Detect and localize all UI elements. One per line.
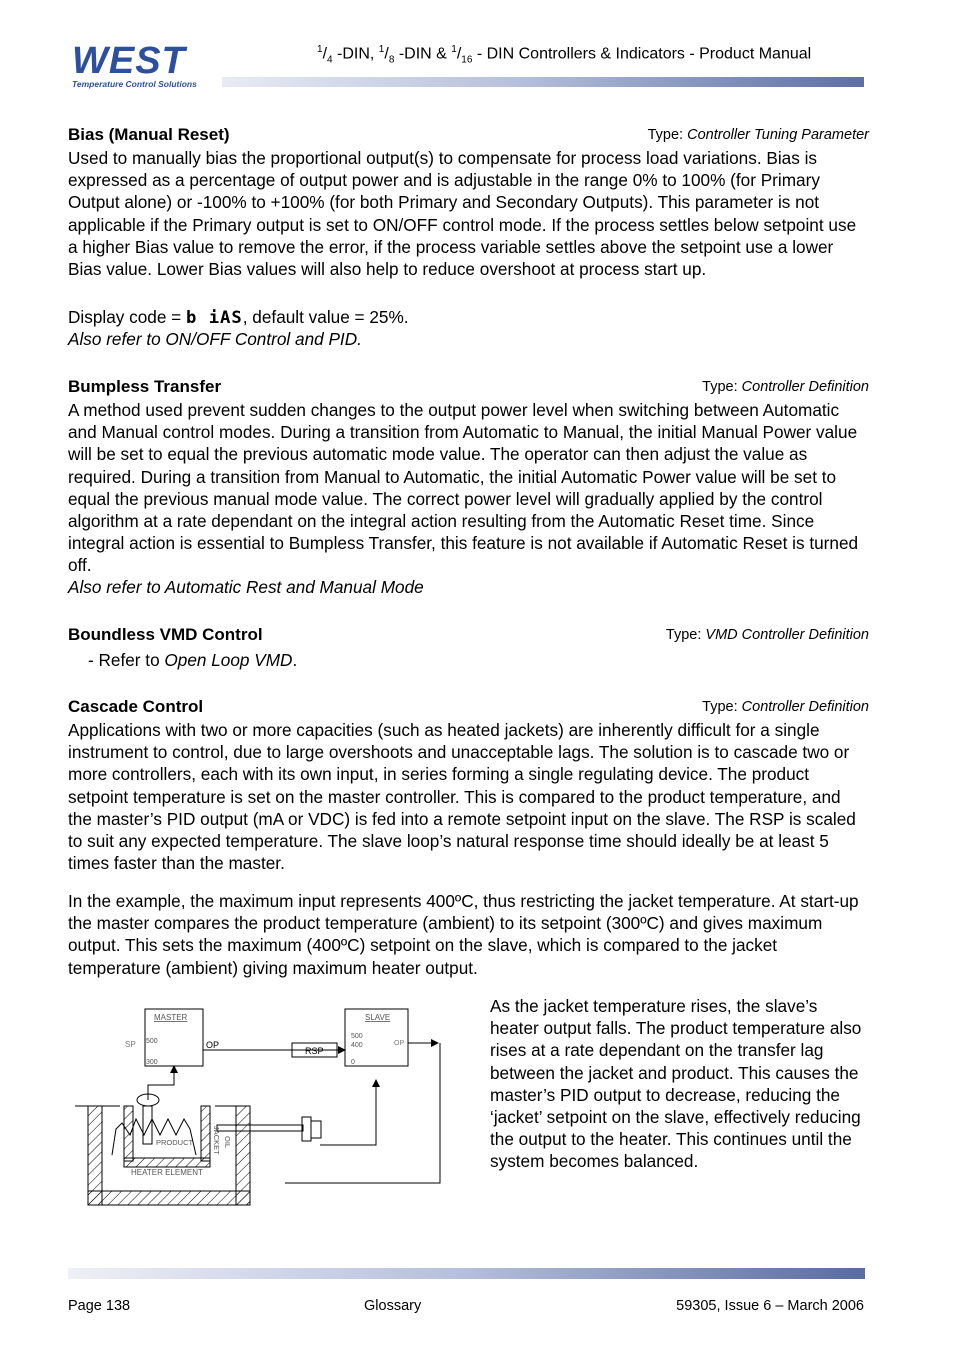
boundless-refer: - Refer to Open Loop VMD. (88, 650, 298, 670)
cascade-diagram (70, 995, 462, 1215)
slave-op: OP (394, 1040, 405, 1047)
master-sp: SP (125, 1040, 136, 1049)
bias-display-code: Display code = b iAS, default value = 25%. (68, 307, 409, 328)
bumpless-refer: Also refer to Automatic Rest and Manual Mode (68, 577, 424, 597)
brand-tagline: Temperature Control Solutions (72, 79, 197, 89)
slave-label: SLAVE (365, 1013, 391, 1022)
slave-val1: 500 (351, 1033, 363, 1040)
display-code-value: b iAS (186, 308, 243, 328)
heater-label: HEATER ELEMENT (131, 1168, 203, 1177)
oil-label: OIL (223, 1136, 232, 1149)
west-logo (70, 42, 222, 90)
master-val2: 300 (146, 1059, 158, 1066)
page-number: Page 138 (68, 1298, 131, 1314)
document-id: 59305, Issue 6 – March 2006 (676, 1298, 864, 1314)
product-label: PRODUCT (156, 1138, 194, 1147)
rsp-label: RSP (305, 1046, 324, 1056)
section-title-bumpless: Bumpless Transfer (68, 377, 222, 396)
section-type-bias: Type: Controller Tuning Parameter (647, 127, 869, 143)
section-title-bias: Bias (Manual Reset) (68, 125, 230, 144)
header-bar (222, 77, 864, 87)
slave-val2: 400 (351, 1042, 363, 1049)
master-op: OP (206, 1040, 220, 1050)
section-body-bias: Used to manually bias the proportional output(s) to compensate for process load variations. Bias is expressed as a percentage of output power and is adjustable in the range 0% to 100% (for Primary Output alone) or -100% to +100% (for both Primary and Secondary Outputs). This parameter is not applicable if the Primary output is set to ON/OFF control mode. If the process settles below setpoint use a higher Bias value to remove the error, if the process variable settles above the setpoint use a lower Bias value. Lower Bias values will also help to reduce overshoot at process start up. (68, 148, 857, 280)
section-body-cascade: Applications with two or more capacities (such as heated jackets) are inherently difficult for a single instrument to control, due to large overshoots and unacceptable lags. The solution is to cascade two or more controllers, each with its own input, in series forming a single regulating device. The product setpoint temperature is set on the master controller. This is compared to the product temperature, and the master’s PID output (mA or VDC) is fed into a remote setpoint input on the slave. The RSP is scaled to suit any expected temperature. The slave loop’s natural response time should ideally be at least 5 times faster than the master. (68, 720, 856, 874)
footer-bar (68, 1268, 865, 1279)
footer-section: Glossary (364, 1298, 422, 1314)
manual-title: $^1/_4$ -DIN, $^1/_8$ -DIN & $^1/_{16}$ - DIN Controllers & Indicators - Product Manual (317, 44, 812, 66)
master-label: MASTER (154, 1013, 188, 1022)
section-type-boundless: Type: VMD Controller Definition (665, 627, 869, 643)
section-title-boundless: Boundless VMD Control (68, 625, 263, 644)
section-title-cascade: Cascade Control (68, 697, 204, 716)
jacket-label: JACKET (212, 1126, 221, 1155)
section-type-cascade: Type: Controller Definition (702, 699, 869, 715)
section-body-bumpless: A method used prevent sudden changes to the output power level when switching between Automatic and Manual control modes. During a transition from Automatic to Manual, the initial Manual Power value will be set to equal the previous automatic mode value. The operator can then adjust the value as required. During a transition from Manual to Automatic, the initial Automatic Power value will be set to equal the previous manual mode value. The correct power level will gradually applied by the control algorithm at a rate dependant on the integral action resulting from the Automatic Reset time. Since integral action is essential to Bumpless Transfer, this feature is not available if Automatic Reset is turned off. (68, 400, 859, 576)
master-val1: 500 (146, 1038, 158, 1045)
section-type-bumpless: Type: Controller Definition (702, 379, 869, 395)
section-body-cascade-balance: As the jacket temperature rises, the slave’s heater output falls. The product temperature also rises at a rate dependant on the transfer lag between the jacket and product. This causes the master’s PID output to decrease, reducing the ‘jacket’ setpoint on the slave, effectively reducing the output to the heater. This continues until the system becomes balanced. (490, 996, 862, 1172)
section-body-cascade-example: In the example, the maximum input represents 400ºC, thus restricting the jacket temperature. At start-up the master compares the product temperature (ambient) to its setpoint (300ºC) and gives maximum output. This sets the maximum (400ºC) setpoint on the slave, which is compared to the jacket temperature (ambient) giving maximum heater output. (68, 891, 859, 978)
bias-refer: Also refer to ON/OFF Control and PID. (68, 329, 362, 349)
brand-name: WEST (72, 42, 186, 82)
slave-val3: 0 (351, 1059, 355, 1066)
open-loop-vmd-link: Open Loop VMD (164, 650, 293, 670)
